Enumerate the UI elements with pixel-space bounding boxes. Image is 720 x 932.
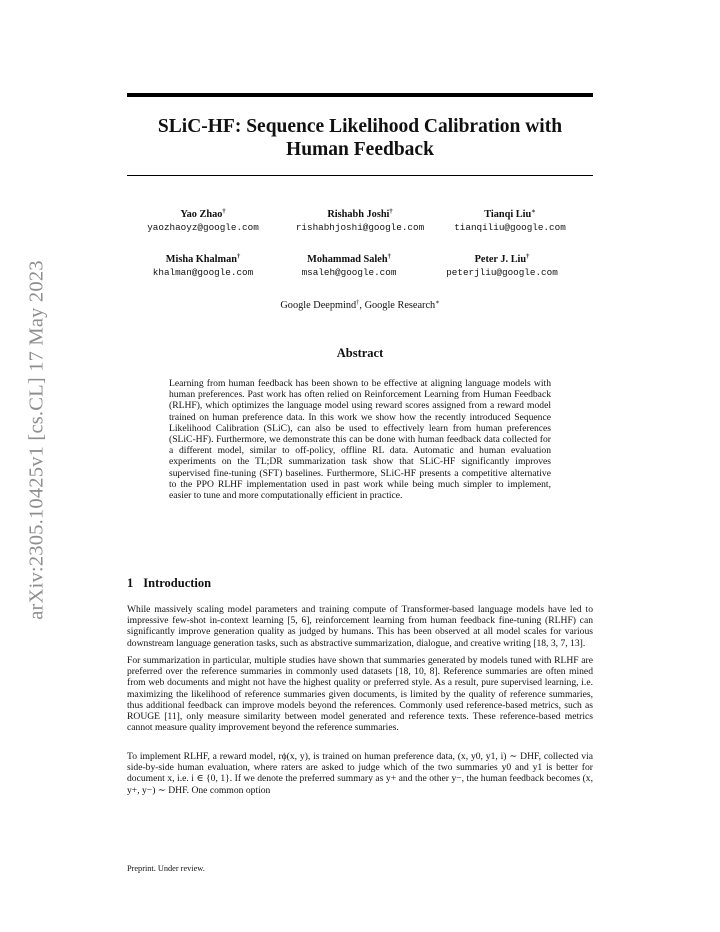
abstract-body: Learning from human feedback has been shown to be effective at aligning language models with human preferences. Past work has often relied on Reinforcement Learning from Human Feedback (RLHF), which optimizes the language model using reward scores assigned from a reward model trained on human preference data. In this work we show how the recently introduced Sequence Likelihood Calibration (SLiC), can also be used to effectively learn from human preferences (SLiC-HF). Furthermore, we demonstrate this can be done with human feedback data collected for a different model, similar to off-policy, offline RL data. Automatic and human evaluation experiments on the TL;DR summarization task show that SLiC-HF significantly improves supervised fine-tuning (SFT) baselines. Furthermore, SLiC-HF presents a competitive alternative to the PPO RLHF implementation used in past work while being much simpler to implement, easier to tune and more computationally efficient in practice.: [169, 378, 551, 502]
title-top-rule: [127, 93, 593, 97]
author-name: Yao Zhao†: [180, 208, 226, 220]
author-name: Misha Khalman†: [165, 253, 241, 265]
section-number: 1: [127, 576, 134, 590]
title-line-1: SLiC-HF: Sequence Likelihood Calibration with: [157, 116, 563, 137]
author-block: [410, 208, 610, 234]
footer-note: Preprint. Under review.: [127, 864, 205, 873]
author-name: Tianqi Liu∗: [484, 208, 536, 220]
author-name: Mohammad Saleh†: [307, 253, 391, 265]
author-block: [402, 253, 602, 279]
abstract-heading: Abstract: [336, 346, 384, 360]
section-title: Introduction: [143, 576, 212, 590]
author-email[interactable]: msaleh@google.com: [301, 267, 397, 278]
author-email[interactable]: tianqiliu@google.com: [454, 222, 566, 233]
paragraph: To implement RLHF, a reward model, rϕ(x, y), is trained on human preference data, (x, y0, y1, i) ∼ DHF, collected via side-by-side human evaluation, where raters are asked to judge which of the two summaries y0 and y1 is better for document x, i.e. i ∈ {0, 1}. If we denote the preferred summary as y+ and the other y−, the human feedback becomes (x, y+, y−) ∼ DHF. One common option: [127, 751, 593, 796]
section-heading: [127, 576, 211, 591]
paragraph: While massively scaling model parameters and training compute of Transformer-based language models have led to impressive few-shot in-context learning [5, 6], reinforcement learning from human feedback fine-tuning (RLHF) can significantly improve generation quality as judged by humans. This has been observed at all model scales for various downstream language generation tasks, such as abstractive summarization, dialogue, and creative writing [18, 3, 7, 13].: [127, 604, 593, 649]
paper-title: [127, 115, 593, 161]
title-bottom-rule: [127, 175, 593, 176]
affiliations: Google Deepmind†, Google Research∗: [280, 299, 440, 311]
paragraph: For summarization in particular, multiple studies have shown that summaries generated by models tuned with RLHF are preferred over the reference summaries in commonly used datasets [18, 10, 8]. Reference summaries are often mined from web documents and might not have the highest quality or preferred style. As a result, pure supervised learning, i.e. maximizing the likelihood of reference summaries given documents, is limited by the quality of reference summaries, thus additional feedback can improve models beyond the references. Commonly used reference-based metrics, such as ROUGE [11], only measure similarity between model generated and reference texts. These reference-based metrics cannot measure quality improvement beyond the reference summaries.: [127, 655, 593, 734]
author-email[interactable]: rishabhjoshi@google.com: [295, 222, 425, 233]
author-name: Rishabh Joshi†: [327, 208, 393, 220]
arxiv-stamp: arXiv:2305.10425v1 [cs.CL] 17 May 2023: [25, 260, 48, 620]
author-email[interactable]: peterjliu@google.com: [446, 267, 558, 278]
author-email[interactable]: yaozhaoyz@google.com: [147, 222, 259, 233]
author-name: Peter J. Liu†: [474, 253, 530, 265]
author-email[interactable]: khalman@google.com: [152, 267, 254, 278]
title-line-2: Human Feedback: [286, 139, 434, 160]
